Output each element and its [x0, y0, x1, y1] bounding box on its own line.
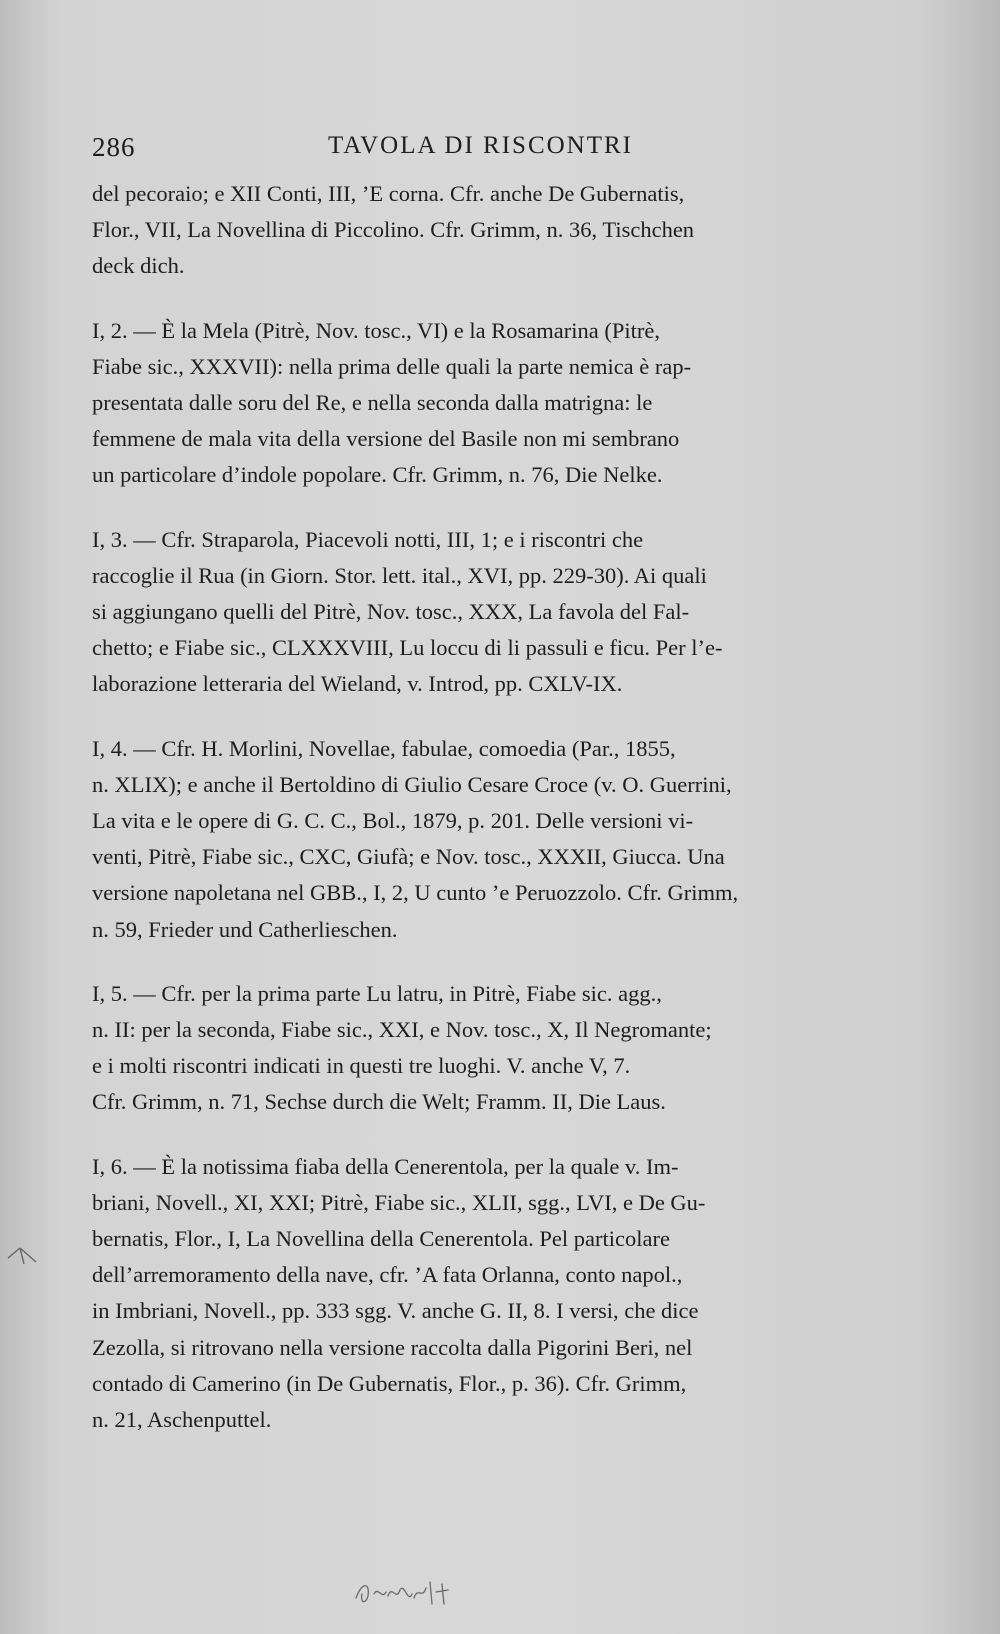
text-line: in Imbriani, Novell., pp. 333 sgg. V. anche G. II, 8. I versi, che dice: [92, 1298, 699, 1324]
text-line: femmene de mala vita della versione del Basile non mi sembrano: [92, 426, 680, 452]
text-line: Cfr. Grimm, n. 71, Sechse durch die Welt; Framm. II, Die Laus.: [92, 1089, 666, 1115]
paragraph-entry-1-5: [92, 976, 882, 1121]
text-line: un particolare d’indole popolare. Cfr. Grimm, n. 76, Die Nelke.: [92, 462, 663, 488]
text-line: briani, Novell., XI, XXI; Pitrè, Fiabe sic., XLII, sgg., LVI, e De Gu-: [92, 1189, 706, 1215]
page-body: [92, 176, 882, 1466]
text-line: deck dich.: [92, 253, 185, 279]
text-line: e i molti riscontri indicati in questi tre luoghi. V. anche V, 7.: [92, 1053, 631, 1079]
page-number: 286: [92, 132, 136, 162]
text-line: si aggiungano quelli del Pitrè, Nov. tosc., XXX, La favola del Fal-: [92, 599, 690, 625]
text-line: n. 59, Frieder und Catherlieschen.: [92, 916, 398, 942]
text-line: I, 3. — Cfr. Straparola, Piacevoli notti, III, 1; e i riscontri che: [92, 526, 644, 552]
text-line: contado di Camerino (in De Gubernatis, Flor., p. 36). Cfr. Grimm,: [92, 1370, 687, 1396]
paragraph-entry-1-4: [92, 731, 882, 948]
text-line: presentata dalle soru del Re, e nella seconda dalla matrigna: le: [92, 390, 653, 416]
text-line: raccoglie il Rua (in Giorn. Stor. lett. ital., XVI, pp. 229-30). Ai quali: [92, 562, 707, 588]
paragraph-entry-1-6: [92, 1149, 882, 1439]
text-line: Zezolla, si ritrovano nella versione raccolta dalla Pigorini Beri, nel: [92, 1334, 693, 1360]
text-line: venti, Pitrè, Fiabe sic., CXC, Giufà; e Nov. tosc., XXXII, Giucca. Una: [92, 844, 725, 870]
page-header: [92, 132, 912, 172]
text-line: I, 4. — Cfr. H. Morlini, Novellae, fabulae, comoedia (Par., 1855,: [92, 735, 676, 761]
text-line: versione napoletana nel GBB., I, 2, U cunto ’e Peruozzolo. Cfr. Grimm,: [92, 880, 739, 906]
text-line: Fiabe sic., XXXVII): nella prima delle quali la parte nemica è rap-: [92, 353, 692, 379]
text-line: del pecoraio; e XII Conti, III, ’E corna. Cfr. anche De Gubernatis,: [92, 181, 685, 206]
text-line: La vita e le opere di G. C. C., Bol., 1879, p. 201. Delle versioni vi-: [92, 808, 694, 834]
text-line: n. XLIX); e anche il Bertoldino di Giulio Cesare Croce (v. O. Guerrini,: [92, 771, 732, 797]
running-title: TAVOLA DI RISCONTRI: [328, 132, 633, 159]
text-line: chetto; e Fiabe sic., CLXXXVIII, Lu loccu di li passuli e ficu. Per l’e-: [92, 635, 723, 661]
text-line: dell’arremoramento della nave, cfr. ’A fata Orlanna, conto napol.,: [92, 1262, 683, 1288]
margin-pencil-mark-icon: [6, 1240, 38, 1266]
text-line: bernatis, Flor., I, La Novellina della Cenerentola. Pel particolare: [92, 1226, 670, 1252]
text-line: n. 21, Aschenputtel.: [92, 1407, 272, 1433]
handwritten-annotation-icon: [352, 1576, 462, 1610]
text-line: Flor., VII, La Novellina di Piccolino. Cfr. Grimm, n. 36, Tischchen: [92, 217, 695, 243]
text-line: I, 5. — Cfr. per la prima parte Lu latru, in Pitrè, Fiabe sic. agg.,: [92, 980, 662, 1006]
text-line: n. II: per la seconda, Fiabe sic., XXI, e Nov. tosc., X, Il Negromante;: [92, 1017, 712, 1043]
text-line: I, 6. — È la notissima fiaba della Cenerentola, per la quale v. Im-: [92, 1153, 679, 1179]
paragraph-entry-1-3: [92, 522, 882, 703]
text-line: laborazione letteraria del Wieland, v. Introd, pp. CXLV-IX.: [92, 671, 623, 697]
paragraph-continuation: [92, 176, 882, 285]
paragraph-entry-1-2: [92, 313, 882, 494]
text-line: I, 2. — È la Mela (Pitrè, Nov. tosc., VI) e la Rosamarina (Pitrè,: [92, 317, 660, 343]
